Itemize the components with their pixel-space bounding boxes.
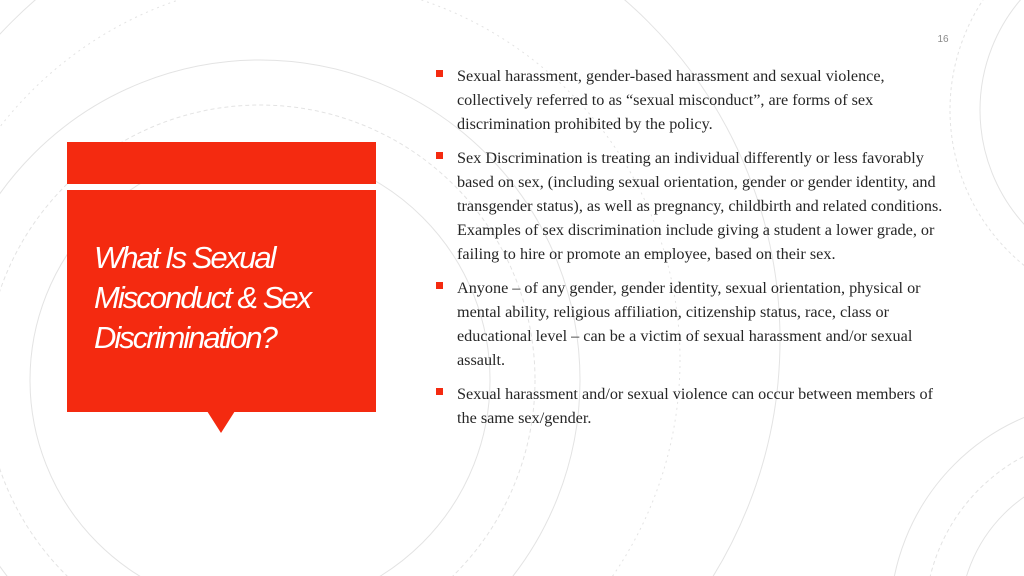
bullet-text: Sexual harassment, gender-based harassment and sexual violence, collectively referred to as “sexual misconduct”, are forms of sex discrimination prohibited by the policy. (457, 67, 885, 133)
bullet-item (436, 64, 952, 136)
bullet-text: Anyone – of any gender, gender identity, sexual orientation, physical or mental ability, religious affiliation, citizenship status, race, class or educational level – can be a victim of sexual harassment and/or sexual assault. (457, 279, 921, 369)
bullet-item (436, 382, 952, 430)
title-accent-strip (67, 142, 376, 184)
slide-title: What Is Sexual Misconduct & Sex Discrimination? (94, 240, 311, 355)
bullet-text: Sex Discrimination is treating an individual differently or less favorably based on sex, (including sexual orientation, gender or gender identity, and transgender status), as well as pregnancy, childbirth and related conditions. Examples of sex discrimination include giving a student a lower grade, or failing to hire or promote an employee, based on their sex. (457, 149, 943, 263)
square-bullet-icon (436, 282, 443, 289)
bullet-item (436, 276, 952, 372)
square-bullet-icon (436, 70, 443, 77)
bullet-text: Sexual harassment and/or sexual violence can occur between members of the same sex/gender. (457, 385, 933, 427)
square-bullet-icon (436, 152, 443, 159)
bullet-list (436, 64, 952, 440)
bullet-item (436, 146, 952, 266)
title-panel-pointer (207, 411, 235, 433)
slide-number: 16 (937, 34, 949, 45)
square-bullet-icon (436, 388, 443, 395)
